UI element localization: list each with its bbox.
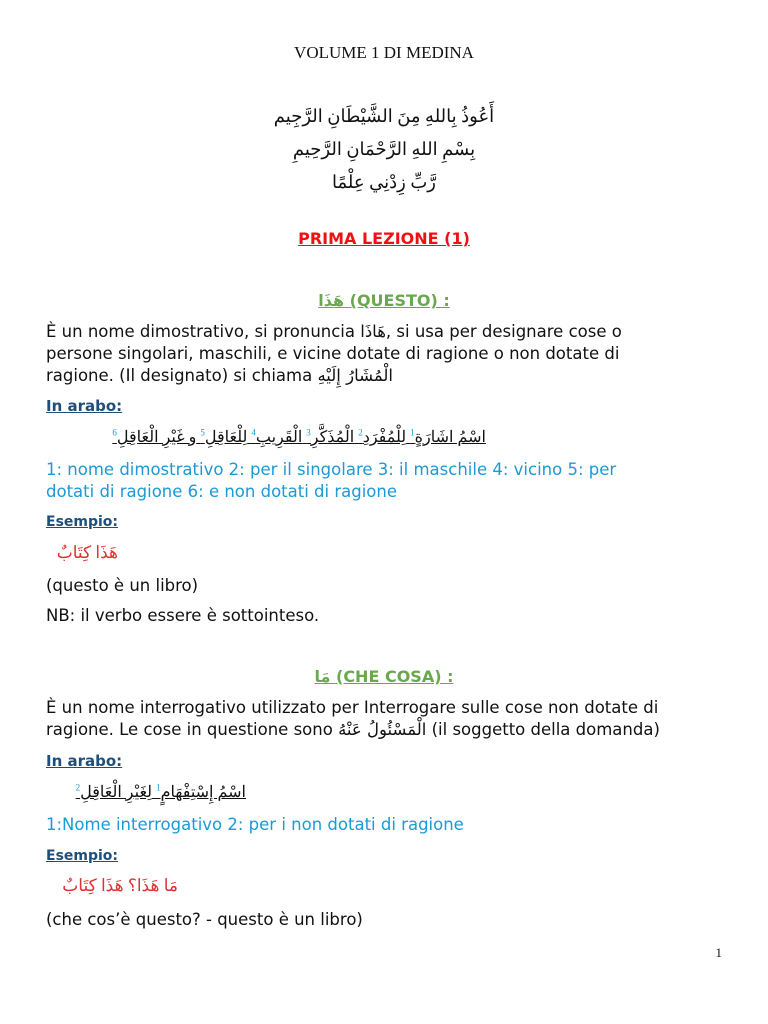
example-translation: (che cos’è questo? - questo è un libro) [46,910,363,929]
paragraph-line [46,321,726,343]
text-span: , si usa per designare cose o [385,322,622,341]
footnote-number: 6 [112,427,117,438]
text-span: È un nome dimostrativo, si pronuncia [46,322,361,341]
arabic-term: الْمُشَارُ إِلَيْهِ [317,366,394,385]
lesson-title: PRIMA LEZIONE (1) [298,229,470,248]
example-translation: (questo è un libro) [46,576,199,595]
footnote-number: 5 [200,427,205,438]
arabic-term: الْمُذَكَّرِ [310,429,355,446]
footnote-number: 2 [75,782,81,793]
translation-line: 1: nome dimostrativo 2: per il singolare 3: il maschile 4: vicino 5: per [46,460,617,479]
paragraph-line [46,365,726,387]
section-heading-italian: (QUESTO) : [349,291,450,310]
text-span: (il soggetto della domanda) [426,720,660,739]
page-number: 1 [715,945,722,960]
example-arabic: مَا هَذَا؟ هَذَا كِتَابٌ [62,876,178,895]
arabic-terms-line [46,427,486,447]
arabic-term: و غَيْرِ الْعَاقِلِ [116,429,197,446]
esempio-label: Esempio: [46,514,119,530]
in-arabo-label: In arabo: [46,752,123,770]
arabic-term: الْمَسْئُولُ عَنْهُ [338,720,427,739]
footnote-number: 3 [306,427,311,438]
dua-line-2: بِسْمِ اللهِ الرَّحْمَانِ الرَّحِيمِ [292,139,476,159]
section-heading-italian: (CHE COSA) : [336,667,454,686]
arabic-term: لِغَيْرِ الْعَاقِلِ [80,784,153,801]
footnote-number: 2 [358,427,363,438]
footnote-number: 4 [251,427,256,438]
arabic-term: لِلْمُفْرَدِ [362,429,407,446]
arabic-term: هَاذَا [360,322,386,341]
arabic-terms-line [46,782,246,802]
translation-line: dotati di ragione 6: e non dotati di ragione [46,482,398,501]
text-span: ragione. (Il designato) si chiama [46,366,318,385]
section-heading-questo [0,291,768,310]
example-arabic: هَذَا كِتَابٌ [56,543,118,562]
in-arabo-label: In arabo: [46,397,123,415]
section-heading-che-cosa [0,667,768,686]
text-span: ragione. Le cose in questione sono [46,720,339,739]
section1-paragraph [46,321,726,387]
dua-line-3: رَّبِّ زِدْنِي عِلْمًا [332,172,436,192]
paragraph-line [46,719,726,741]
footnote-number: 1 [156,782,161,793]
arabic-term: اسْمُ اشَارَةٍ [414,429,486,446]
dua-line-1: أَعُوذُ بِاللهِ مِنَ الشَّيْطَانِ الرَّجِيم [273,106,495,126]
document-title: VOLUME 1 DI MEDINA [294,43,474,62]
arabic-term: اسْمُ إِسْتِفْهَامٍ [160,784,246,801]
section2-paragraph [46,697,726,741]
nb-note: NB: il verbo essere è sottointeso. [46,606,320,625]
arabic-term: الْقَرِيبِ [255,429,303,446]
opening-duas [0,100,768,199]
translation-line: 1:Nome interrogativo 2: per i non dotati di ragione [46,815,464,834]
section-heading-arabic: هَذَا [318,291,345,310]
paragraph-line: È un nome interrogativo utilizzato per Interrogare sulle cose non dotate di [46,698,659,717]
translation-block [46,459,726,503]
esempio-label: Esempio: [46,848,119,864]
paragraph-line: persone singolari, maschili, e vicine dotate di ragione o non dotate di [46,344,620,363]
section-heading-arabic: مَا [314,667,331,686]
footnote-number: 1 [410,427,415,438]
arabic-term: لِلْعَاقِلِ [204,429,248,446]
